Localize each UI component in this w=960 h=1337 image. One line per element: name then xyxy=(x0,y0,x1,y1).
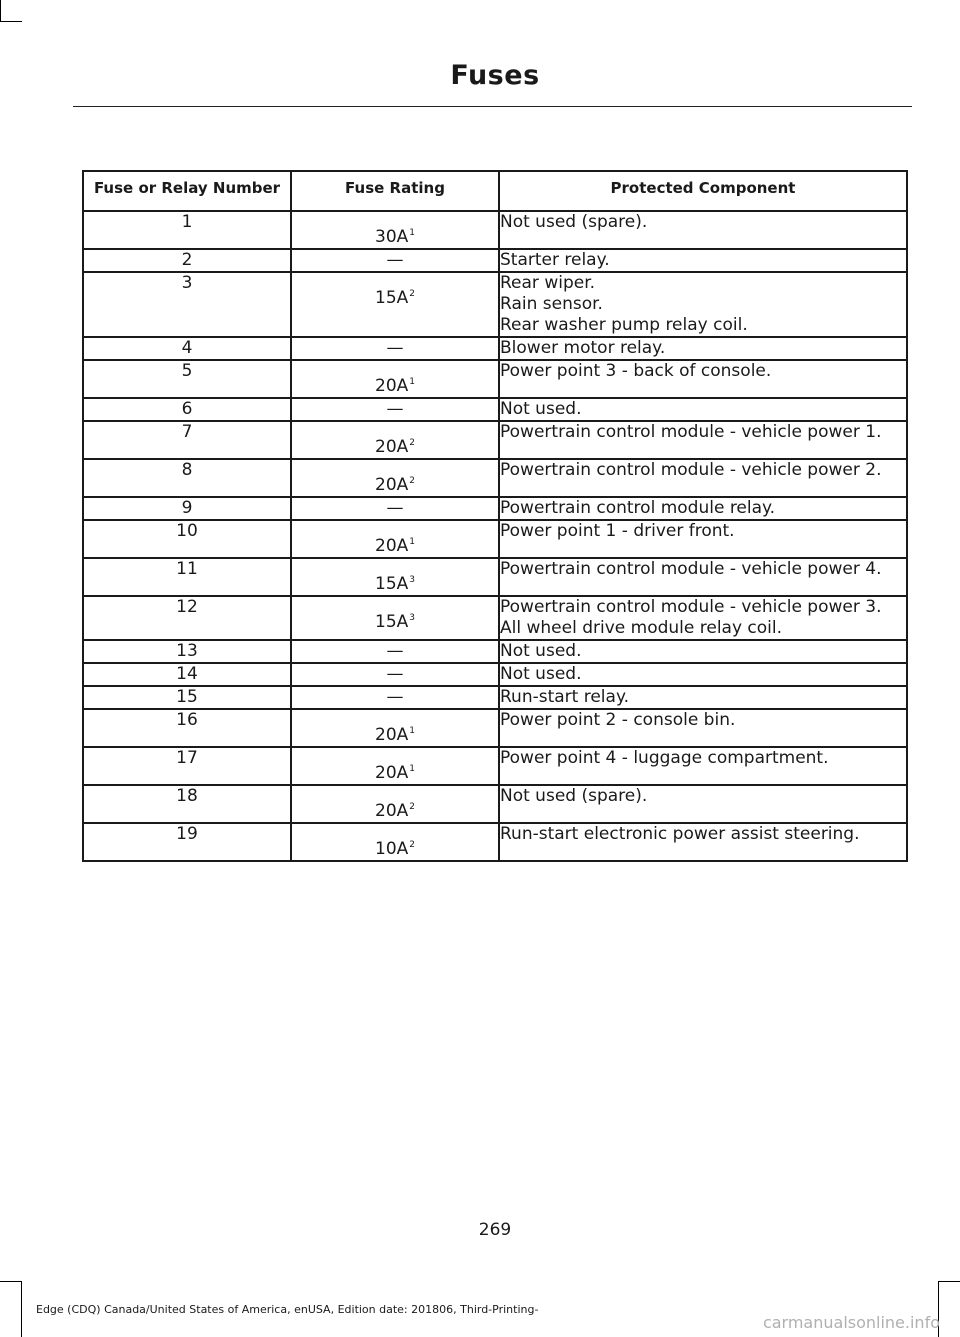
component-line: Power point 4 - luggage compartment. xyxy=(500,748,829,768)
fuse-rating-value: 20A xyxy=(375,475,409,495)
component-line: Not used (spare). xyxy=(500,212,648,232)
fuse-number-cell: 15 xyxy=(83,686,291,709)
table-row xyxy=(83,211,907,249)
fuse-rating-cell xyxy=(291,272,499,337)
fuse-rating-value: — xyxy=(386,399,404,419)
fuse-number-cell: 5 xyxy=(83,360,291,398)
fuse-number-cell: 19 xyxy=(83,823,291,861)
fuse-number-cell: 14 xyxy=(83,663,291,686)
fuse-number-cell: 3 xyxy=(83,272,291,337)
fuse-rating-cell xyxy=(291,785,499,823)
fuse-number-cell: 10 xyxy=(83,520,291,558)
table-row xyxy=(83,823,907,861)
fuse-rating-cell xyxy=(291,520,499,558)
protected-component-cell xyxy=(499,686,907,709)
fuse-number-cell: 7 xyxy=(83,421,291,459)
table-row xyxy=(83,398,907,421)
component-line: Rain sensor. xyxy=(500,294,603,314)
component-line: Starter relay. xyxy=(500,250,610,270)
table-row xyxy=(83,421,907,459)
fuse-rating-cell xyxy=(291,249,499,272)
component-line: Not used. xyxy=(500,641,582,661)
footnote-marker: 2 xyxy=(409,476,415,487)
fuse-rating-cell xyxy=(291,398,499,421)
fuse-rating-value: 20A xyxy=(375,376,409,396)
fuse-number-cell: 1 xyxy=(83,211,291,249)
protected-component-cell xyxy=(499,360,907,398)
fuse-number-cell: 9 xyxy=(83,497,291,520)
table-row xyxy=(83,558,907,596)
component-line: Not used. xyxy=(500,664,582,684)
fuse-rating-value: — xyxy=(386,641,404,661)
component-line: Power point 2 - console bin. xyxy=(500,710,736,730)
fuse-number-cell: 8 xyxy=(83,459,291,497)
fuse-rating-cell xyxy=(291,558,499,596)
table-row xyxy=(83,459,907,497)
fuse-rating-value: 20A xyxy=(375,725,409,745)
protected-component-cell xyxy=(499,398,907,421)
edition-footer: Edge (CDQ) Canada/United States of America, enUSA, Edition date: 201806, Third-Printing- xyxy=(36,1303,539,1316)
protected-component-cell xyxy=(499,421,907,459)
footnote-marker: 2 xyxy=(409,802,415,813)
footnote-marker: 3 xyxy=(409,613,415,624)
fuse-rating-cell xyxy=(291,596,499,640)
fuse-rating-cell xyxy=(291,686,499,709)
fuse-rating-value: 20A xyxy=(375,536,409,556)
footnote-marker: 1 xyxy=(409,726,415,737)
component-line: Rear wiper. xyxy=(500,273,596,293)
component-line: Run-start electronic power assist steering. xyxy=(500,824,860,844)
footnote-marker: 1 xyxy=(409,228,415,239)
footnote-marker: 1 xyxy=(409,764,415,775)
title-divider xyxy=(73,106,912,107)
table-row xyxy=(83,640,907,663)
table-row xyxy=(83,249,907,272)
fuse-rating-cell xyxy=(291,459,499,497)
fuse-number-cell: 18 xyxy=(83,785,291,823)
footnote-marker: 3 xyxy=(409,575,415,586)
fuse-rating-value: 15A xyxy=(375,612,409,632)
component-line: Powertrain control module relay. xyxy=(500,498,776,518)
fuse-rating-value: 10A xyxy=(375,839,409,859)
table-row xyxy=(83,663,907,686)
table-row xyxy=(83,337,907,360)
table-row xyxy=(83,686,907,709)
page-title: Fuses xyxy=(450,60,540,91)
fuse-rating-value: — xyxy=(386,250,404,270)
table-row xyxy=(83,747,907,785)
protected-component-cell xyxy=(499,709,907,747)
component-line: Rear washer pump relay coil. xyxy=(500,315,748,335)
fuse-rating-value: 20A xyxy=(375,437,409,457)
fuse-number-cell: 2 xyxy=(83,249,291,272)
fuse-rating-value: 15A xyxy=(375,288,409,308)
component-line: Power point 3 - back of console. xyxy=(500,361,772,381)
protected-component-cell xyxy=(499,558,907,596)
column-header-fuse-number: Fuse or Relay Number xyxy=(83,171,291,211)
protected-component-cell xyxy=(499,640,907,663)
component-line: Powertrain control module - vehicle power 2. xyxy=(500,460,882,480)
footnote-marker: 2 xyxy=(409,438,415,449)
fuse-rating-cell xyxy=(291,497,499,520)
protected-component-cell xyxy=(499,497,907,520)
component-line: Powertrain control module - vehicle power 4. xyxy=(500,559,882,579)
component-line: Not used. xyxy=(500,399,582,419)
fuse-number-cell: 6 xyxy=(83,398,291,421)
fuse-table-body xyxy=(83,211,907,861)
protected-component-cell xyxy=(499,211,907,249)
fuse-number-cell: 4 xyxy=(83,337,291,360)
fuse-number-cell: 11 xyxy=(83,558,291,596)
fuse-rating-value: 20A xyxy=(375,763,409,783)
table-row xyxy=(83,272,907,337)
fuse-number-cell: 16 xyxy=(83,709,291,747)
fuse-rating-cell xyxy=(291,640,499,663)
component-line: Powertrain control module - vehicle power 3. xyxy=(500,597,882,617)
column-header-fuse-rating: Fuse Rating xyxy=(291,171,499,211)
fuse-number-cell: 12 xyxy=(83,596,291,640)
table-header-row xyxy=(83,171,907,211)
protected-component-cell xyxy=(499,249,907,272)
table-row xyxy=(83,596,907,640)
protected-component-cell xyxy=(499,459,907,497)
protected-component-cell xyxy=(499,785,907,823)
footnote-marker: 1 xyxy=(409,537,415,548)
fuse-rating-cell xyxy=(291,337,499,360)
fuse-rating-value: 15A xyxy=(375,574,409,594)
fuse-rating-cell xyxy=(291,709,499,747)
fuse-number-cell: 17 xyxy=(83,747,291,785)
fuse-rating-value: 30A xyxy=(375,227,409,247)
crop-mark xyxy=(0,1281,22,1282)
crop-mark xyxy=(938,1281,960,1282)
protected-component-cell xyxy=(499,823,907,861)
component-line: Powertrain control module - vehicle power 1. xyxy=(500,422,882,442)
protected-component-cell xyxy=(499,337,907,360)
component-line: All wheel drive module relay coil. xyxy=(500,618,783,638)
crop-mark xyxy=(0,21,22,22)
component-line: Run-start relay. xyxy=(500,687,629,707)
footnote-marker: 1 xyxy=(409,377,415,388)
table-row xyxy=(83,360,907,398)
watermark: carmanualsonline.info xyxy=(762,1313,940,1332)
table-row xyxy=(83,785,907,823)
protected-component-cell xyxy=(499,663,907,686)
crop-mark xyxy=(0,0,1,22)
fuse-rating-cell xyxy=(291,663,499,686)
fuse-rating-value: — xyxy=(386,687,404,707)
fuse-rating-value: 20A xyxy=(375,801,409,821)
table-row xyxy=(83,520,907,558)
fuse-rating-cell xyxy=(291,421,499,459)
fuse-table xyxy=(82,170,908,862)
protected-component-cell xyxy=(499,747,907,785)
page-number: 269 xyxy=(478,1220,512,1240)
protected-component-cell xyxy=(499,272,907,337)
crop-mark xyxy=(21,1281,22,1337)
protected-component-cell xyxy=(499,596,907,640)
table-row xyxy=(83,709,907,747)
fuse-number-cell: 13 xyxy=(83,640,291,663)
fuse-rating-value: — xyxy=(386,338,404,358)
fuse-rating-value: — xyxy=(386,498,404,518)
column-header-protected-component: Protected Component xyxy=(499,171,907,211)
protected-component-cell xyxy=(499,520,907,558)
component-line: Not used (spare). xyxy=(500,786,648,806)
table-row xyxy=(83,497,907,520)
fuse-rating-cell xyxy=(291,360,499,398)
fuse-rating-cell xyxy=(291,823,499,861)
fuse-rating-cell xyxy=(291,211,499,249)
fuse-rating-cell xyxy=(291,747,499,785)
footnote-marker: 2 xyxy=(409,289,415,300)
footnote-marker: 2 xyxy=(409,840,415,851)
component-line: Power point 1 - driver front. xyxy=(500,521,735,541)
component-line: Blower motor relay. xyxy=(500,338,666,358)
fuse-rating-value: — xyxy=(386,664,404,684)
